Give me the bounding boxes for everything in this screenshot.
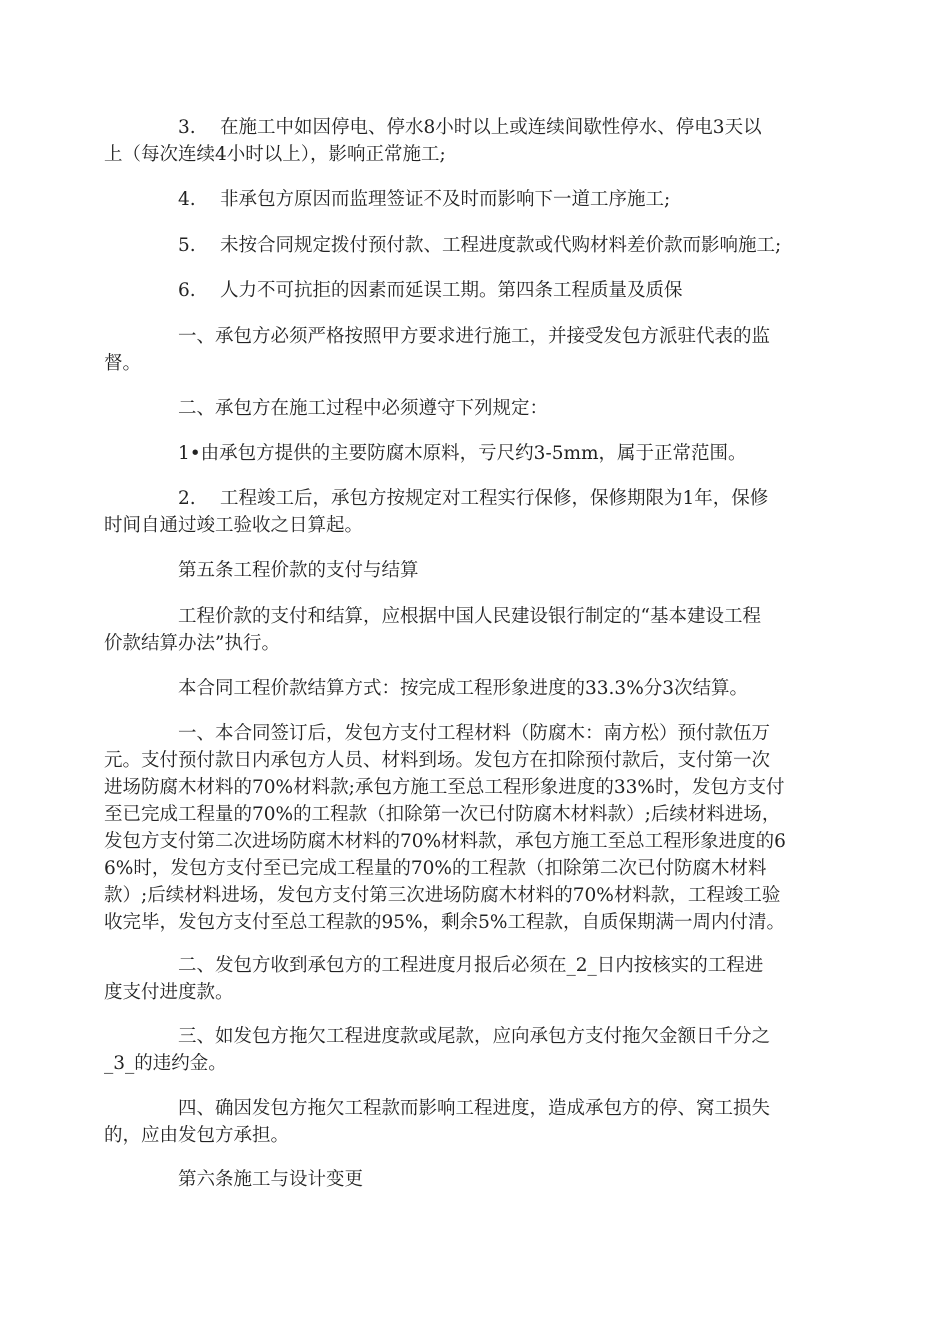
text-line: 工程价款的支付和结算，应根据中国人民建设银行制定的“基本建设工程 [104,606,761,627]
paragraph-item-6 [104,277,846,304]
text-line: 款）;后续材料进场，发包方支付第三次进场防腐木材料的70%材料款，工程竣工验 [104,885,781,906]
text-line: 一、本合同签订后，发包方支付工程材料（防腐木：南方松）预付款伍万 [104,723,771,744]
paragraph-item-5 [104,232,846,259]
text-line: 至已完成工程量的70%的工程款（扣除第一次已付防腐木材料款）;后续材料进场， [104,804,781,825]
paragraph-payment-2 [104,952,846,1006]
text-line: 第五条工程价款的支付与结算 [104,560,419,581]
text-line: 4. 非承包方原因而监理签证不及时而影响下一道工序施工; [104,189,671,210]
text-line: 6%时，发包方支付至已完成工程量的70%的工程款（扣除第二次已付防腐木材料 [104,858,767,879]
text-line: _3_的违约金。 [104,1053,227,1074]
text-line: 四、确因发包方拖欠工程款而影响工程进度，造成承包方的停、窝工损失 [104,1098,771,1119]
paragraph-rule-2 [104,485,846,539]
text-line: 上（每次连续4小时以上），影响正常施工; [104,144,446,165]
text-line: 本合同工程价款结算方式：按完成工程形象进度的33.3%分3次结算。 [104,678,749,699]
section-heading-article-6 [104,1166,846,1193]
text-line: 三、如发包方拖欠工程进度款或尾款，应向承包方支付拖欠金额日千分之 [104,1026,771,1047]
section-heading-article-5 [104,557,846,584]
text-line: 元。支付预付款日内承包方人员、材料到场。发包方在扣除预付款后，支付第一次 [104,750,771,771]
paragraph-payment-1 [104,720,846,936]
text-line: 发包方支付第二次进场防腐木材料的70%材料款，承包方施工至总工程形象进度的6 [104,831,786,852]
text-line: 收完毕，发包方支付至总工程款的95%，剩余5%工程款，自质保期满一周内付清。 [104,912,785,933]
paragraph-quality-1 [104,323,846,377]
text-line: 的，应由发包方承担。 [104,1125,290,1146]
text-line: 二、发包方收到承包方的工程进度月报后必须在_2_日内按核实的工程进 [104,955,764,976]
paragraph-item-3 [104,114,846,168]
text-line: 第六条施工与设计变更 [104,1169,364,1190]
text-line: 3. 在施工中如因停电、停水8小时以上或连续间歇性停水、停电3天以 [104,117,762,138]
text-line: 5. 未按合同规定拨付预付款、工程进度款或代购材料差价款而影响施工; [104,235,782,256]
paragraph-settlement-method [104,675,846,702]
paragraph-item-4 [104,186,846,213]
paragraph-payment-basis [104,603,846,657]
text-line: 一、承包方必须严格按照甲方要求进行施工，并接受发包方派驻代表的监 [104,326,771,347]
text-line: 度支付进度款。 [104,982,234,1003]
paragraph-rule-1 [104,440,846,467]
paragraph-payment-4 [104,1095,846,1149]
text-line: 价款结算办法”执行。 [104,633,280,654]
text-line: 1•由承包方提供的主要防腐木原料，亏尺约3-5mm，属于正常范围。 [104,443,747,464]
text-line: 6. 人力不可抗拒的因素而延误工期。第四条工程质量及质保 [104,280,683,301]
paragraph-payment-3 [104,1023,846,1077]
text-line: 2. 工程竣工后，承包方按规定对工程实行保修，保修期限为1年，保修 [104,488,769,509]
text-line: 二、承包方在施工过程中必须遵守下列规定： [104,398,549,419]
text-line: 时间自通过竣工验收之日算起。 [104,515,364,536]
text-line: 进场防腐木材料的70%材料款;承包方施工至总工程形象进度的33%时，发包方支付 [104,777,785,798]
paragraph-quality-2 [104,395,846,422]
text-line: 督。 [104,353,142,374]
